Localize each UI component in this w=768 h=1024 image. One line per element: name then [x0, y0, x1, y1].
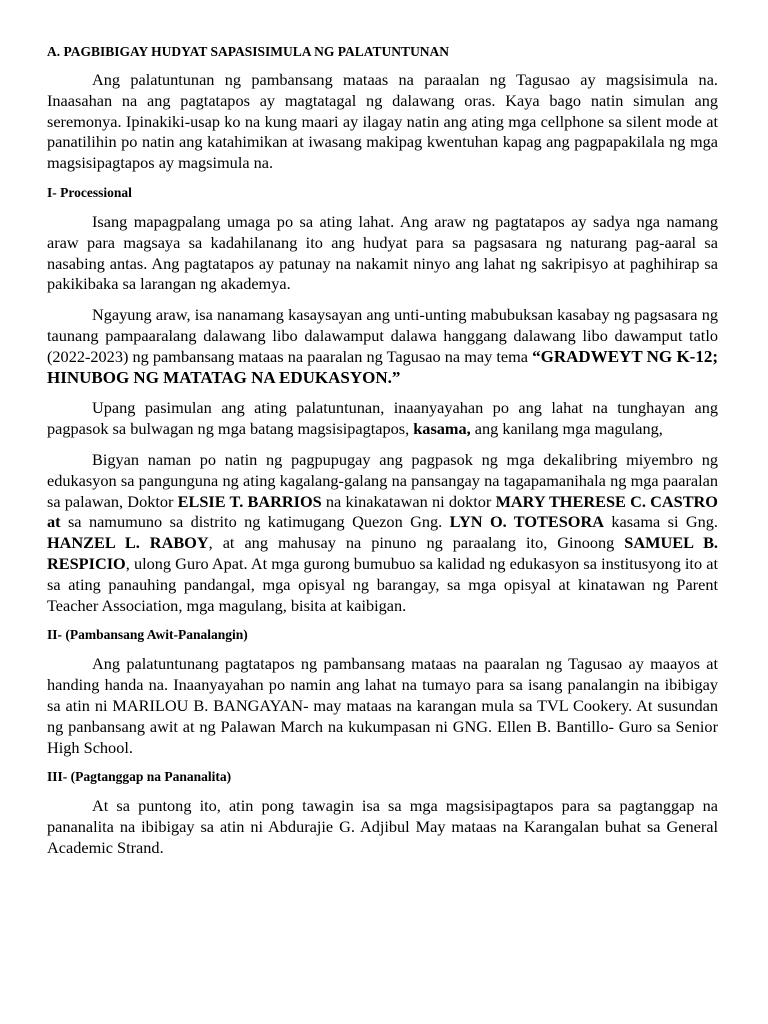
intro-paragraph: Ang palatuntunan ng pambansang mataas na paraalan ng Tagusao ay magsisimula na. Inaasahan na ang pagtatapos ay magtatagal ng dalawang oras. Kaya bago natin simulan ang seremonya. Ipinakiki-usap ko na kung maari ay ilagay natin ang ating mga cellphone sa silent mode at panatilihin po natin ang katahimikan at iwasang makipag kwentuhan kapag ang pagpapakilala ng mga magsisipagtapos ay magsimula na. [47, 70, 718, 173]
paragraph-text: Bigyan naman po natin ng pagpupugay ang pagpasok ng mga dekalibring miyembro ng edukasyon sa pangunguna ng ating kagalang-galang na pansangay na tagapamanihala ng mga paaralan sa palawan, Doktor [47, 449, 718, 511]
paragraph-text: ang kanilang mga magulang, [470, 419, 663, 439]
document-title: A. PAGBIBIGAY HUDYAT SAPASISIMULA NG PALATUNTUNAN [47, 44, 450, 59]
paragraph-text: , ulong Guro Apat. At mga gurong bumubuo sa kalidad ng edukasyon sa institusyong ito at sa ating panauhing pandangal, mga opisyal ng barangay, sa mga opisyal at kinatawan ng Parent Teacher Association, mga magulang, bisita at kaibigan. [47, 553, 718, 615]
paragraph-text: Ngayung araw, isa nanamang kasaysayan ang unti-unting mabubuksan kasabay ng pagsasara ng taunang pampaaralang dalawang libo dalawamput dalawa hanggang dalawang libo dawamput tatlo (2022-2023) ng pambansang mataas na paaralan ng Tagusao na may tema [47, 305, 718, 366]
paragraph-text: kasama si Gng. [603, 512, 718, 532]
processional-paragraph-2 [47, 305, 718, 388]
person-name: MARY THERESE C. CASTRO at [47, 491, 718, 532]
section-heading-anthem-prayer: II- (Pambansang Awit-Panalangin) [47, 627, 248, 643]
anthem-prayer-paragraph: Ang palatuntunang pagtatapos ng pambansang mataas na paaralan ng Tagusao ay maayos at handing handa na. Inaanyayahan po namin ang lahat na tumayo para sa isang panalangin na ibibigay sa atin ni MARILOU B. BANGAYAN- may mataas na karangan mula sa TVL Cookery. At susundan ng panbansang awit at ng Palawan March na kukumpasan ni GNG. Ellen B. Bantillo- Guro sa Senior High School. [47, 654, 718, 757]
person-name: LYN O. TOTESORA [449, 512, 604, 532]
person-name: HANZEL L. RABOY [47, 533, 209, 553]
person-name: SAMUEL B. RESPICIO [47, 533, 718, 573]
paragraph-text: sa namumuno sa distrito ng katimugang Quezon Gng. [60, 512, 450, 532]
paragraph-text: , at ang mahusay na pinuno ng paraalang ito, Ginoong [208, 533, 625, 553]
processional-paragraph-3 [47, 398, 718, 440]
processional-paragraph-4 [47, 450, 718, 616]
person-name: ELSIE T. BARRIOS [177, 491, 322, 511]
theme-text: “GRADWEYT NG K-12; HINUBOG NG MATATAG NA EDUKASYON.” [47, 346, 719, 387]
section-heading-welcome-remarks: III- (Pagtanggap na Pananalita) [47, 769, 232, 785]
section-heading-processional: I- Processional [47, 184, 132, 200]
welcome-remarks-paragraph: At sa puntong ito, atin pong tawagin isa sa mga magsisipagtapos para sa pagtanggap na pananalita na ibibigay sa atin ni Abdurajie G. Adjibul May mataas na Karangalan buhat sa General Academic Strand. [47, 796, 718, 857]
processional-paragraph-1: Isang mapagpalang umaga po sa ating lahat. Ang araw ng pagtatapos ay sadya nga namang araw para magsaya sa kadahilanang ito ang hudyat para sa pagsasara ng naturang pag-aaral sa nasabing antas. Ang pagtatapos ay patunay na nakamit ninyo ang lahat ng sakripisyo at paghihirap sa pakikibaka sa larangan ng akademya. [47, 211, 718, 294]
bold-text: kasama, [413, 419, 471, 439]
paragraph-text: Upang pasimulan ang ating palatuntunan, inaanyayahan po ang lahat na tunghayan ang pagpasok sa bulwagan ng mga batang magsisipagtapos, [47, 398, 718, 439]
paragraph-text: na kinakatawan ni doktor [321, 491, 496, 511]
